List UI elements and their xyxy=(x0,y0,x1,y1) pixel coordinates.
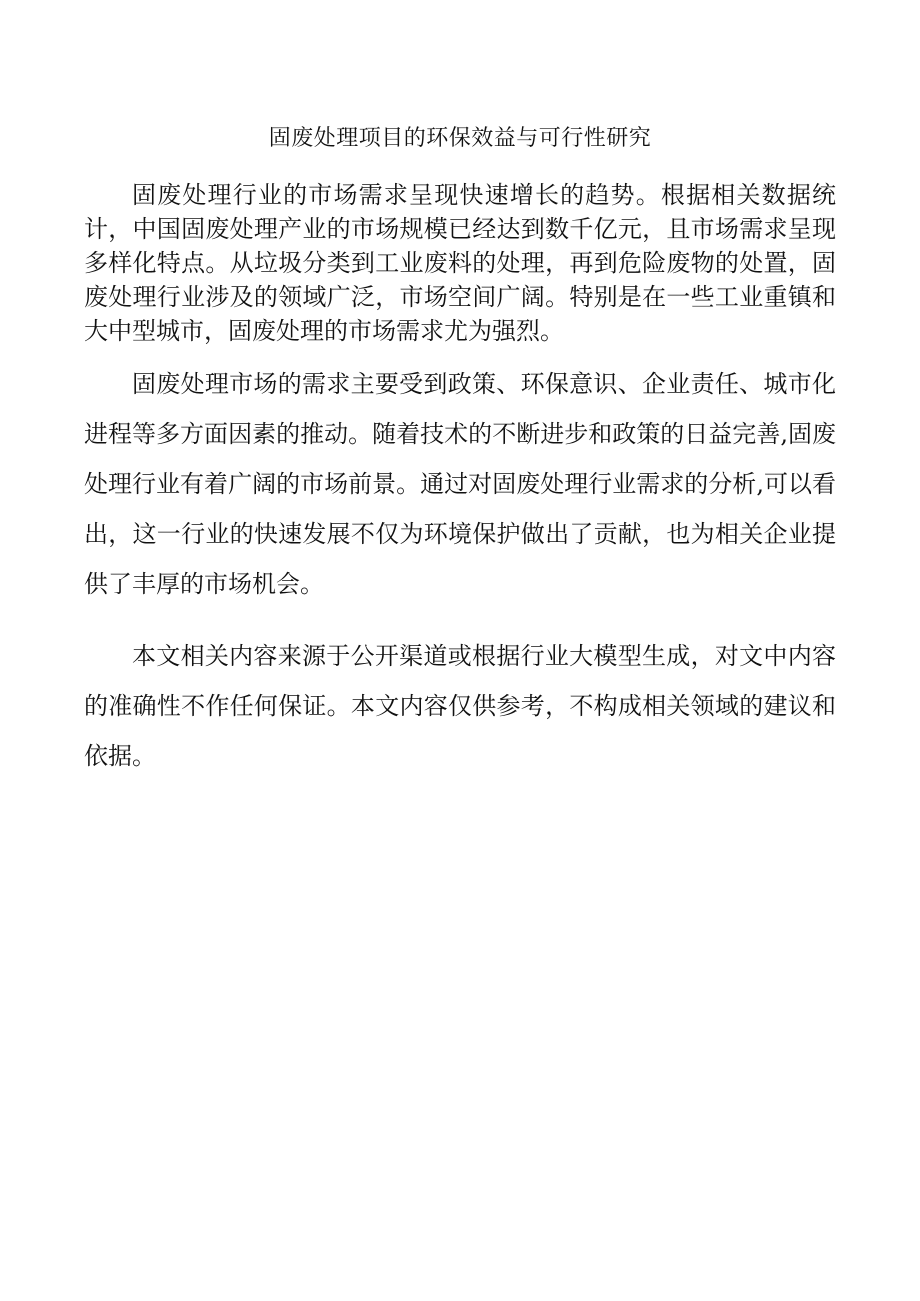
paragraph-disclaimer: 本文相关内容来源于公开渠道或根据行业大模型生成，对文中内容的准确性不作任何保证。本文内容仅供参考，不构成相关领域的建议和依据。 xyxy=(84,642,836,770)
paragraph-market-demand: 固废处理行业的市场需求呈现快速增长的趋势。根据相关数据统计，中国固废处理产业的市场规模已经达到数千亿元，且市场需求呈现多样化特点。从垃圾分类到工业废料的处理，再到危险废物的处置，固废处理行业涉及的领域广泛，市场空间广阔。特别是在一些工业重镇和大中型城市，固废处理的市场需求尤为强烈。 xyxy=(84,181,836,345)
document-title: 固废处理项目的环保效益与可行性研究 xyxy=(268,126,652,151)
paragraph-driving-factors: 固废处理市场的需求主要受到政策、环保意识、企业责任、城市化进程等多方面因素的推动。随着技术的不断进步和政策的日益完善,固废处理行业有着广阔的市场前景。通过对固废处理行业需求的分析,可以看出，这一行业的快速发展不仅为环境保护做出了贡献，也为相关企业提供了丰厚的市场机会。 xyxy=(84,370,836,598)
